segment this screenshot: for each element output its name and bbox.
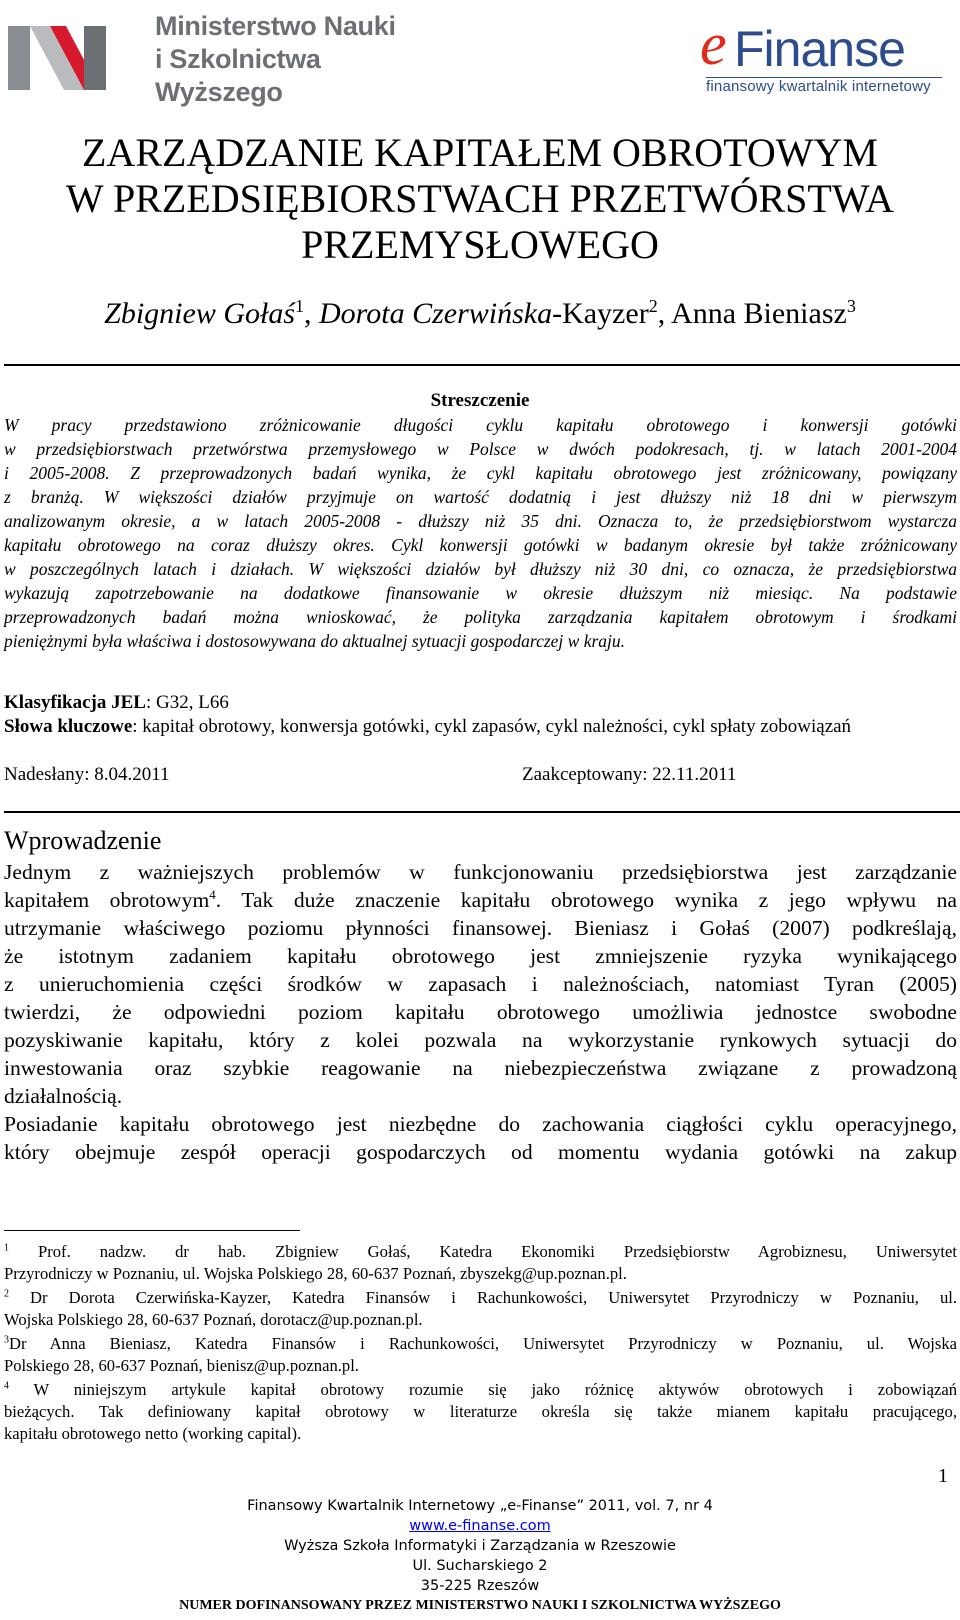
footnote-2-text: Dr Dorota Czerwińska-Kayzer, Katedra Finansów i Rachunkowości, Uniwersytet Przyrodniczy w Poznaniu, ul. <box>8 1288 957 1307</box>
footer-city: 35-225 Rzeszów <box>420 1578 540 1594</box>
author-sep-2: , Anna Bieniasz <box>657 297 847 330</box>
footnote-4-marker: 4 <box>4 1380 9 1392</box>
footnote-1-text: Prof. nadzw. dr hab. Zbigniew Gołaś, Katedra Ekonomiki Przedsiębiorstw Agrobiznesu, Uniwersytet <box>8 1242 957 1261</box>
footnote-ref-4: 4 <box>209 886 216 902</box>
footnote-4-text: W niniejszym artykule kapitał obrotowy rozumie się jako różnicę aktywów obrotowych i zobowiązań <box>8 1380 957 1399</box>
footnote-separator <box>4 1230 300 1231</box>
footnote-4-line3: kapitału obrotowego netto (working capital). <box>4 1424 302 1443</box>
body-line-part: . Tak duże znaczenie kapitału obrotowego wynika z jego wpływu na <box>215 888 957 912</box>
paper-title-line2: W PRZEDSIĘBIORSTWACH PRZETWÓRSTWA <box>65 176 895 221</box>
body-line <box>4 886 957 914</box>
efinanse-logo-word: Finanse <box>734 21 905 77</box>
footnote-1-line2: Przyrodniczy w Poznaniu, ul. Wojska Polskiego 28, 60-637 Poznań, zbyszekg@up.poznan.pl. <box>4 1264 627 1283</box>
body-line: który obejmuje zespół operacji gospodarczych od momentu wydania gotówki na zakup <box>4 1140 957 1164</box>
efinanse-logo-e: e <box>700 11 727 77</box>
accepted-date: Zaakceptowany: 22.11.2011 <box>522 764 737 785</box>
ministry-name <box>155 10 420 109</box>
footnote-4-line2: bieżących. Tak definiowany kapitał obrotowy w literaturze określa się także mianem kapitału pracującego, <box>4 1402 957 1421</box>
abstract-line: i 2005-2008. Z przeprowadzonych badań wynika, że cykl kapitału obrotowego jest zróżnicowany, powiązany <box>4 463 957 483</box>
author-2-italic: Dorota Czerwińska- <box>319 297 563 330</box>
paper-title-line1: ZARZĄDZANIE KAPITAŁEM OBROTOWYM <box>82 130 878 175</box>
author-3-sup: 3 <box>846 296 856 316</box>
body-line: inwestowania oraz szybkie reagowanie na niebezpieczeństwa związane z prowadzoną <box>4 1056 957 1080</box>
page-number: 1 <box>938 1465 948 1487</box>
ministry-logo <box>0 0 420 107</box>
abstract-line: w przedsiębiorstwach przetwórstwa przemysłowego w Polsce w dwóch podokresach, tj. w latach 2001-2004 <box>4 439 957 459</box>
authors <box>0 296 960 332</box>
footnote-4-line1 <box>4 1378 957 1402</box>
author-sep-1: , <box>304 297 320 330</box>
abstract-line: pieniężnymi była właściwa i dostosowywana do aktualnej sytuacji gospodarczej w kraju. <box>4 631 626 651</box>
author-1-sup: 1 <box>295 296 305 316</box>
abstract-line: w poszczególnych latach i działach. W większości działów był dłuższy niż 30 dni, co oznacza, że przedsiębiorstwa <box>4 559 957 579</box>
footer-street: Ul. Sucharskiego 2 <box>412 1558 548 1574</box>
body-line: działalnością. <box>4 1084 123 1108</box>
footer-website-link[interactable]: www.e-finanse.com <box>409 1518 551 1534</box>
author-2-sup: 2 <box>648 296 658 316</box>
abstract-line: W pracy przedstawiono zróżnicowanie długości cyklu kapitału obrotowego i konwersji gotówki <box>4 415 957 435</box>
body-line: pozyskiwanie kapitału, który z kolei pozwala na wykorzystanie rynkowych sytuacji do <box>4 1028 957 1052</box>
ministry-name-line1: Ministerstwo Nauki <box>155 11 396 41</box>
efinanse-logo <box>700 11 950 102</box>
jel-classification <box>4 692 229 714</box>
body-line: utrzymanie właściwego poziomu płynności finansowej. Bieniasz i Gołaś (2007) podkreślają, <box>4 916 957 940</box>
abstract-line: wykazują zapotrzebowanie na dodatkowe finansowanie w okresie dłuższym niż miesiąc. Na podstawie <box>4 583 957 603</box>
body-line: Jednym z ważniejszych problemów w funkcjonowaniu przedsiębiorstwa jest zarządzanie <box>4 860 957 884</box>
abstract-line: analizowanym okresie, a w latach 2005-2008 - dłuższy niż 35 dni. Oznacza to, że przedsiębiorstwom wystarcza <box>4 511 957 531</box>
jel-label: Klasyfikacja JEL <box>4 692 146 713</box>
abstract-heading: Streszczenie <box>430 390 530 411</box>
body-line: twierdzi, że odpowiedni poziom kapitału obrotowego umożliwia jednostce swobodne <box>4 1000 957 1024</box>
body-line: Posiadanie kapitału obrotowego jest niezbędne do zachowania ciągłości cyklu operacyjnego, <box>4 1112 957 1136</box>
submitted-date: Nadesłany: 8.04.2011 <box>4 764 170 785</box>
author-1: Zbigniew Gołaś <box>104 297 296 330</box>
body-line: że istotnym zadaniem kapitału obrotowego jest zmniejszenie ryzyka wynikającego <box>4 944 957 968</box>
paper-title-line3: PRZEMYSŁOWEGO <box>301 222 659 267</box>
footnote-2-line1 <box>4 1286 957 1310</box>
footnote-3-line2: Polskiego 28, 60-637 Poznań, bienisz@up.poznan.pl. <box>4 1356 359 1375</box>
abstract-line: z branżą. W większości działów przyjmuje on wartość dodatnią i jest dłuższy niż 18 dni w pierwszym <box>4 487 957 507</box>
section-heading-introduction: Wprowadzenie <box>4 826 162 855</box>
footnote-1-line1 <box>4 1240 957 1264</box>
footnote-2-line2: Wojska Polskiego 28, 60-637 Poznań, dorotacz@up.poznan.pl. <box>4 1310 423 1329</box>
divider-bottom <box>4 811 960 813</box>
footnote-2-marker: 2 <box>4 1288 9 1300</box>
footnote-1-marker: 1 <box>4 1242 9 1254</box>
abstract-line: kapitału obrotowego na coraz dłuższy okres. Cykl konwersji gotówki w badanym okresie był także zróżnicowany <box>4 535 957 555</box>
abstract-line: przeprowadzonych badań można wnioskować, że polityka zarządzania kapitałem obrotowym i środkami <box>4 607 957 627</box>
divider-top <box>4 364 960 366</box>
footnote-3-marker: 3 <box>4 1334 9 1346</box>
footer-journal: Finansowy Kwartalnik Internetowy „e-Finanse” 2011, vol. 7, nr 4 <box>247 1498 713 1514</box>
keywords-label: Słowa kluczowe <box>4 716 133 737</box>
ministry-name-line2: i Szkolnictwa Wyższego <box>155 44 321 107</box>
footer-school: Wyższa Szkoła Informatyki i Zarządzania w Rzeszowie <box>284 1538 676 1554</box>
jel-value: : G32, L66 <box>145 692 229 713</box>
footnote-3-line1 <box>4 1332 957 1356</box>
efinanse-tagline: finansowy kwartalnik internetowy <box>706 78 931 95</box>
body-line-part: kapitałem obrotowym <box>4 888 210 912</box>
author-2-rest: Kayzer <box>562 297 649 330</box>
footnote-3-text: Dr Anna Bieniasz, Katedra Finansów i Rachunkowości, Uniwersytet Przyrodniczy w Poznaniu, ul. Wojska <box>8 1334 957 1353</box>
footer-funding: NUMER DOFINANSOWANY PRZEZ MINISTERSTWO NAUKI I SZKOLNICTWA WYŻSZEGO <box>179 1598 781 1613</box>
body-line: z unieruchomienia części środków w zapasach i należnościach, natomiast Tyran (2005) <box>4 972 957 996</box>
keywords-value: : kapitał obrotowy, konwersja gotówki, cykl zapasów, cykl należności, cykl spłaty zobowiązań <box>132 716 852 737</box>
keywords <box>4 716 851 738</box>
ministry-emblem-icon <box>0 12 150 92</box>
footer-website <box>0 1516 960 1536</box>
